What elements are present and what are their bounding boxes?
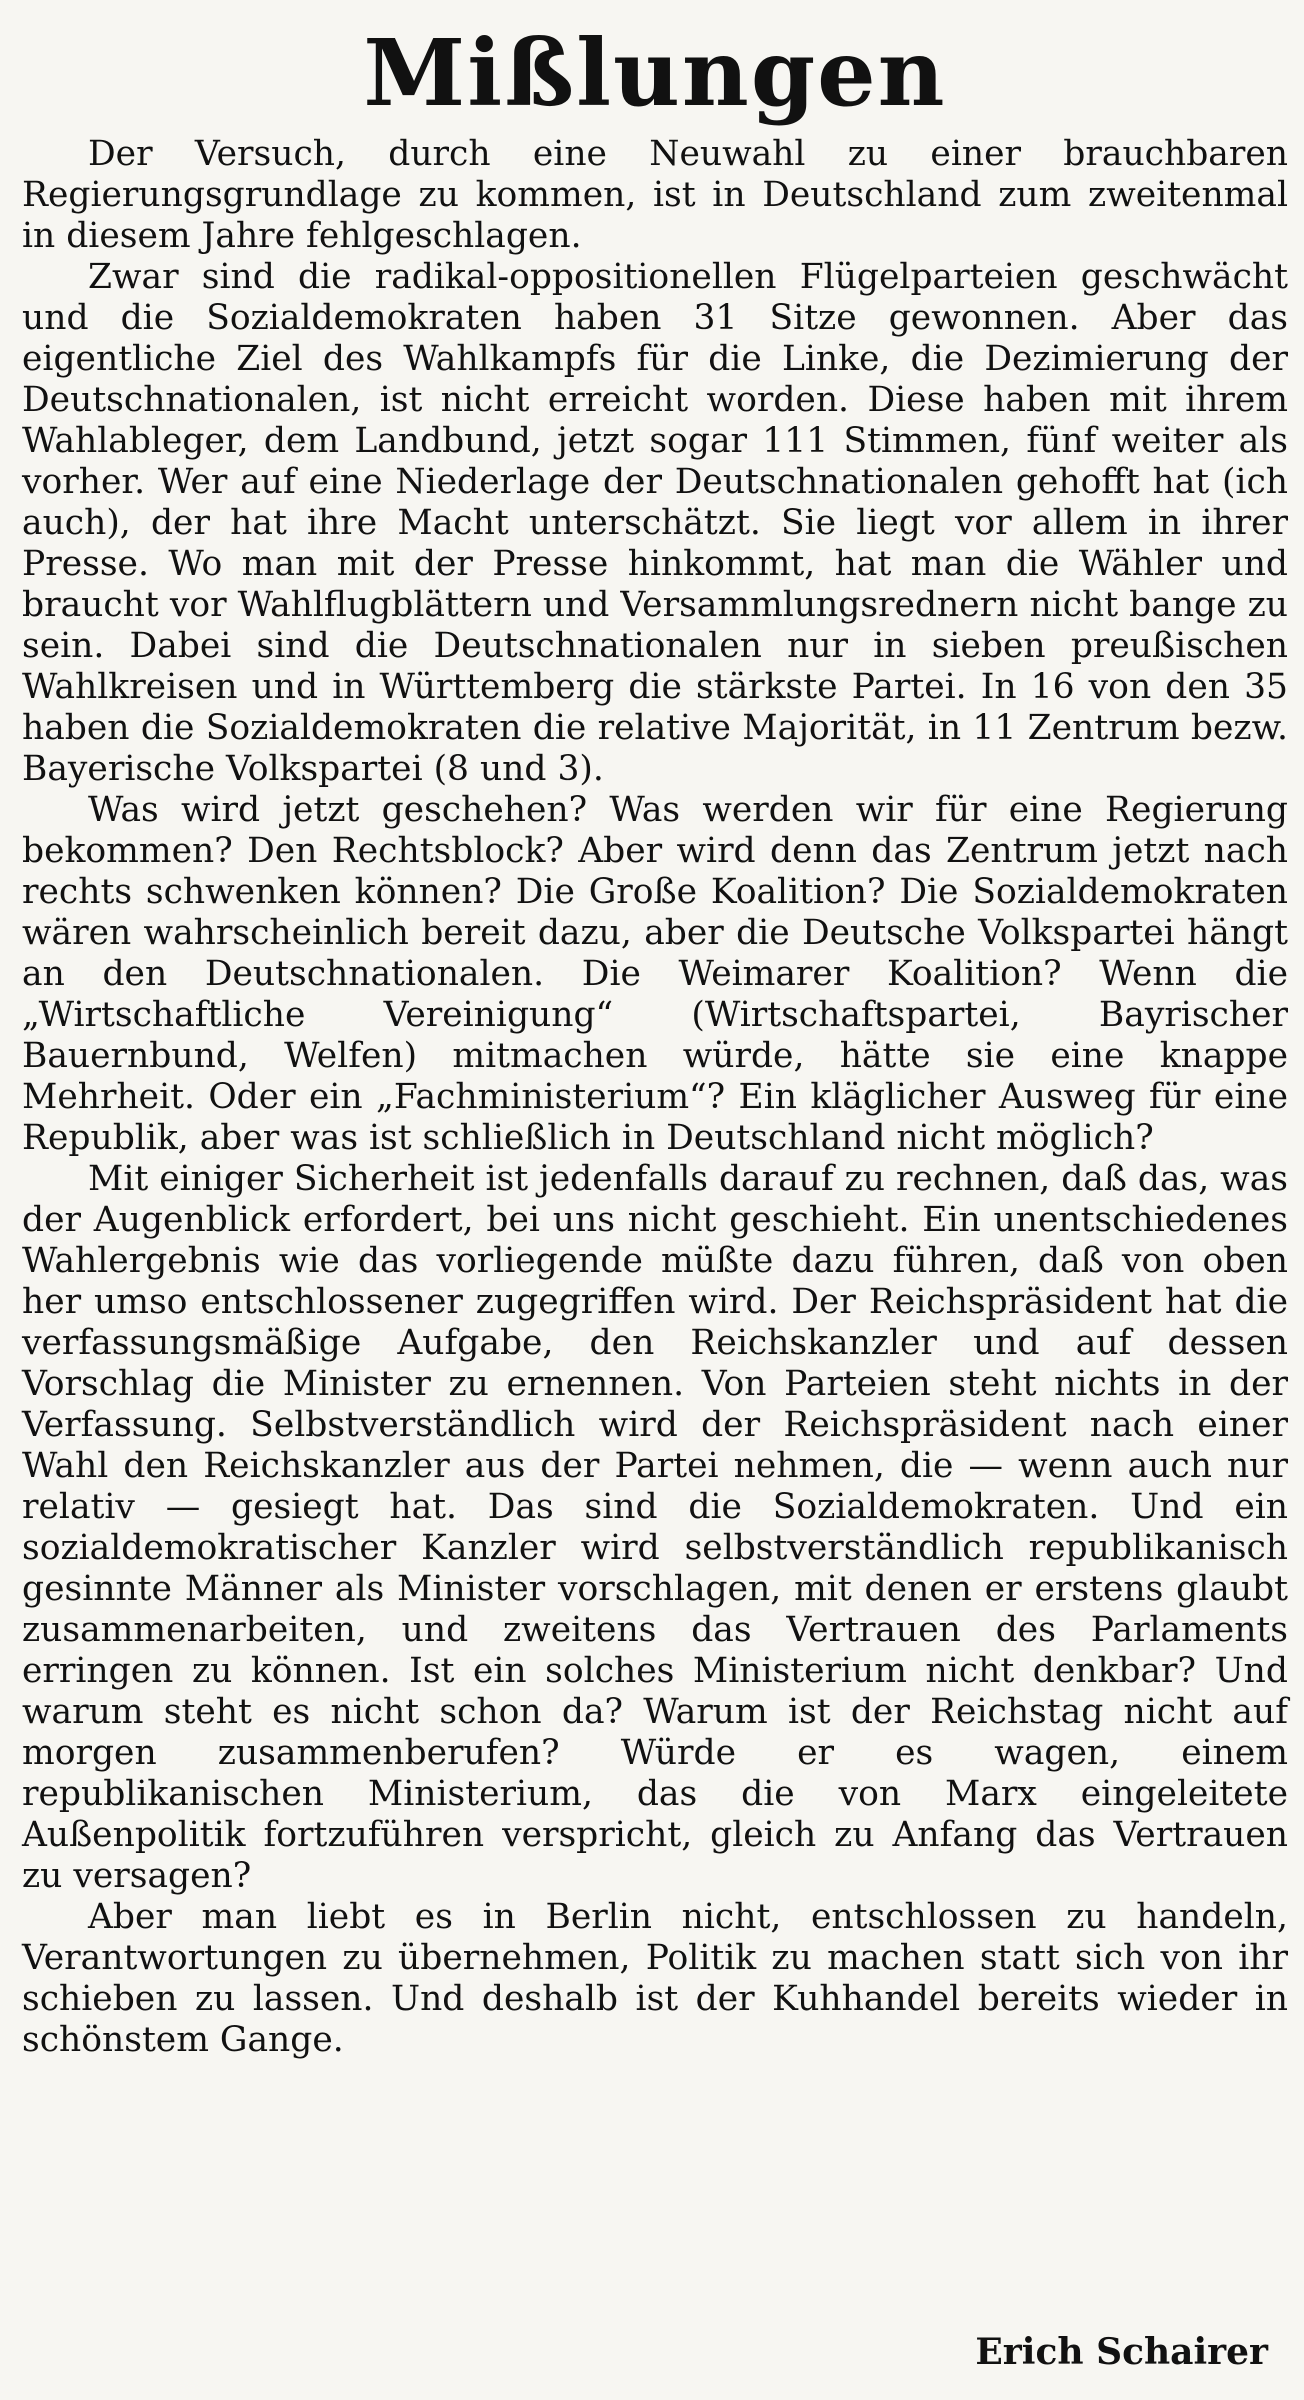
article-paragraph-4: Mit einiger Sicherheit ist jedenfalls darauf zu rechnen, daß das, was der Augenblick erfordert, bei uns nicht geschieht. Ein unentschiedenes Wahlergebnis wie das vorliegende müßte dazu führen, daß von oben her umso entschlossener zugegriffen wird. Der Reichspräsident hat die verfassungsmäßige Aufgabe, den Reichskanzler und auf dessen Vorschlag die Minister zu ernennen. Von Parteien steht nichts in der Verfassung. Selbstverständlich wird der Reichspräsident nach einer Wahl den Reichskanzler aus der Partei nehmen, die — wenn auch nur relativ — gesiegt hat. Das sind die Sozialdemokraten. Und ein sozialdemokratischer Kanzler wird selbstverständlich republikanisch gesinnte Männer als Minister vorschlagen, mit denen er erstens glaubt zusammenarbeiten, und zweitens das Vertrauen des Parlaments erringen zu können. Ist ein solches Ministerium nicht denkbar? Und warum steht es nicht schon da? Warum ist der Reichstag nicht auf morgen zusammenberufen? Würde er es wagen, einem republikanischen Ministerium, das die von Marx eingeleitete Außenpolitik fortzuführen verspricht, gleich zu Anfang das Vertrauen zu versagen?: [22, 1159, 1288, 1896]
article-body: [22, 134, 1288, 2061]
article-paragraph-2: Zwar sind die radikal-oppositionellen Flügelparteien geschwächt und die Sozialdemokraten haben 31 Sitze gewonnen. Aber das eigentliche Ziel des Wahlkampfs für die Linke, die Dezimierung der Deutschnationalen, ist nicht erreicht worden. Diese haben mit ihrem Wahlableger, dem Landbund, jetzt sogar 111 Stimmen, fünf weiter als vorher. Wer auf eine Niederlage der Deutschnationalen gehofft hat (ich auch), der hat ihre Macht unterschätzt. Sie liegt vor allem in ihrer Presse. Wo man mit der Presse hinkommt, hat man die Wähler und braucht vor Wahlflugblättern und Versammlungsrednern nicht bange zu sein. Dabei sind die Deutschnationalen nur in sieben preußischen Wahlkreisen und in Württemberg die stärkste Partei. In 16 von den 35 haben die Sozialdemokraten die relative Majorität, in 11 Zentrum bezw. Bayerische Volkspartei (8 und 3).: [22, 257, 1288, 789]
article-title: Mißlungen: [363, 19, 947, 127]
article-paragraph-5: Aber man liebt es in Berlin nicht, entschlossen zu handeln, Verantwortungen zu übernehmen, Politik zu machen statt sich von ihr schieben zu lassen. Und deshalb ist der Kuhhandel bereits wieder in schönstem Gange.: [22, 1897, 1288, 2060]
article-paragraph-1: Der Versuch, durch eine Neuwahl zu einer brauchbaren Regierungsgrundlage zu kommen, ist in Deutschland zum zweitenmal in diesem Jahre fehlgeschlagen.: [22, 134, 1288, 256]
article-paragraph-3: Was wird jetzt geschehen? Was werden wir für eine Regierung bekommen? Den Rechtsblock? Aber wird denn das Zentrum jetzt nach rechts schwenken können? Die Große Koalition? Die Sozialdemokraten wären wahrscheinlich bereit dazu, aber die Deutsche Volkspartei hängt an den Deutschnationalen. Die Weimarer Koalition? Wenn die „Wirtschaftliche Vereinigung“ (Wirtschaftspartei, Bayrischer Bauernbund, Welfen) mitmachen würde, hätte sie eine knappe Mehrheit. Oder ein „Fachministerium“? Ein kläglicher Ausweg für eine Republik, aber was ist schließlich in Deutschland nicht möglich?: [22, 790, 1288, 1158]
author-byline: Erich Schairer: [975, 2331, 1268, 2373]
